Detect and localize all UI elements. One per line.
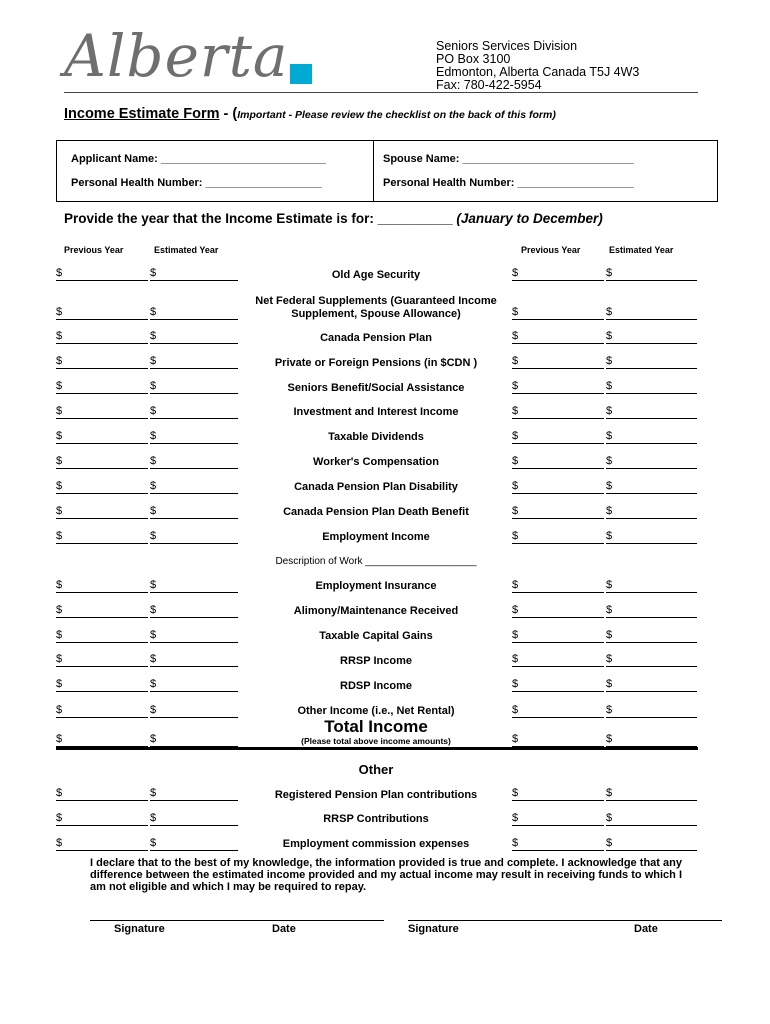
- spouse-phn-field[interactable]: Personal Health Number: ___________________: [383, 177, 634, 189]
- previous-year-right-amount-field[interactable]: [512, 652, 604, 667]
- income-row-label: Employment Income: [322, 531, 430, 543]
- estimated-year-right-amount-field[interactable]: [606, 329, 697, 344]
- currency-sign: $: [512, 579, 519, 591]
- applicant-phn-field[interactable]: Personal Health Number: ___________________: [71, 177, 322, 189]
- estimated-year-left-amount-field[interactable]: [150, 379, 238, 394]
- previous-year-right-amount-field[interactable]: [512, 628, 604, 643]
- currency-sign: $: [56, 733, 63, 745]
- estimated-year-right-amount-field[interactable]: [606, 504, 697, 519]
- income-row-label: Canada Pension Plan Death Benefit: [283, 506, 469, 518]
- currency-sign: $: [56, 306, 63, 318]
- estimated-year-left-amount-field[interactable]: [150, 479, 238, 494]
- previous-year-left-amount-field[interactable]: [56, 811, 148, 826]
- previous-year-left-amount-field[interactable]: [56, 379, 148, 394]
- income-row-label: Taxable Dividends: [328, 431, 424, 443]
- currency-sign: $: [606, 330, 613, 342]
- estimated-year-left-amount-field[interactable]: [150, 732, 238, 747]
- date-label-left: Date: [272, 923, 296, 935]
- estimated-year-left-amount-field[interactable]: [150, 652, 238, 667]
- currency-sign: $: [512, 604, 519, 616]
- currency-sign: $: [150, 604, 157, 616]
- income-row-label: Seniors Benefit/Social Assistance: [287, 382, 465, 394]
- estimated-year-left-amount-field[interactable]: [150, 529, 238, 544]
- currency-sign: $: [56, 530, 63, 542]
- previous-year-left-amount-field[interactable]: [56, 504, 148, 519]
- applicant-box: [56, 140, 718, 202]
- previous-year-right-amount-field[interactable]: [512, 404, 604, 419]
- address-line: Fax: 780-422-5954: [436, 78, 542, 92]
- currency-sign: $: [150, 704, 157, 716]
- currency-sign: $: [150, 629, 157, 641]
- currency-sign: $: [606, 787, 613, 799]
- currency-sign: $: [512, 678, 519, 690]
- estimated-year-left-amount-field[interactable]: [150, 266, 238, 281]
- col-header-estimated-right: Estimated Year: [609, 245, 674, 255]
- currency-sign: $: [56, 430, 63, 442]
- currency-sign: $: [150, 330, 157, 342]
- previous-year-left-amount-field[interactable]: [56, 404, 148, 419]
- previous-year-right-amount-field[interactable]: [512, 479, 604, 494]
- description-of-work[interactable]: Description of Work ____________________: [275, 556, 477, 567]
- estimated-year-right-amount-field[interactable]: [606, 379, 697, 394]
- form-title: [64, 106, 556, 122]
- currency-sign: $: [606, 455, 613, 467]
- currency-sign: $: [606, 733, 613, 745]
- income-row-label: Other Income (i.e., Net Rental): [297, 705, 455, 717]
- other-row-label: Registered Pension Plan contributions: [274, 789, 478, 801]
- currency-sign: $: [56, 480, 63, 492]
- address-line: PO Box 3100: [436, 52, 511, 66]
- currency-sign: $: [512, 355, 519, 367]
- currency-sign: $: [606, 505, 613, 517]
- currency-sign: $: [512, 505, 519, 517]
- income-row-label: Investment and Interest Income: [293, 406, 459, 418]
- currency-sign: $: [150, 267, 157, 279]
- currency-sign: $: [150, 653, 157, 665]
- currency-sign: $: [606, 380, 613, 392]
- income-row-label: Private or Foreign Pensions (in $CDN ): [274, 357, 478, 369]
- currency-sign: $: [56, 505, 63, 517]
- address-line: Edmonton, Alberta Canada T5J 4W3: [436, 65, 640, 79]
- year-line[interactable]: [64, 211, 603, 226]
- previous-year-right-amount-field[interactable]: [512, 677, 604, 692]
- previous-year-left-amount-field[interactable]: [56, 429, 148, 444]
- currency-sign: $: [512, 330, 519, 342]
- previous-year-right-amount-field[interactable]: [512, 504, 604, 519]
- previous-year-right-amount-field[interactable]: [512, 266, 604, 281]
- currency-sign: $: [606, 678, 613, 690]
- declaration-text: I declare that to the best of my knowledge, the information provided is true and complete. I acknowledge that any difference between the estimated income provided and my actual income may result in receiving funds to which I am not eligible and which I may be required to repay.: [90, 857, 682, 893]
- estimated-year-left-amount-field[interactable]: [150, 329, 238, 344]
- col-header-previous-right: Previous Year: [521, 245, 581, 255]
- previous-year-left-amount-field[interactable]: [56, 454, 148, 469]
- estimated-year-left-amount-field[interactable]: [150, 504, 238, 519]
- currency-sign: $: [512, 455, 519, 467]
- col-header-previous-left: Previous Year: [64, 245, 124, 255]
- currency-sign: $: [56, 704, 63, 716]
- currency-sign: $: [606, 430, 613, 442]
- year-line-range: (January to December): [456, 211, 603, 226]
- total-income-label: Total Income: [324, 717, 428, 736]
- alberta-logo: Alberta: [64, 22, 289, 90]
- previous-year-left-amount-field[interactable]: [56, 266, 148, 281]
- currency-sign: $: [606, 267, 613, 279]
- header-rule: [64, 92, 698, 93]
- address-block: [436, 40, 639, 92]
- previous-year-right-amount-field[interactable]: [512, 429, 604, 444]
- year-line-text: Provide the year that the Income Estimate is for: __________: [64, 211, 457, 226]
- previous-year-left-amount-field[interactable]: [56, 578, 148, 593]
- currency-sign: $: [150, 430, 157, 442]
- currency-sign: $: [150, 455, 157, 467]
- currency-sign: $: [606, 355, 613, 367]
- previous-year-left-amount-field[interactable]: [56, 305, 148, 320]
- applicant-name-field[interactable]: Applicant Name: ___________________________: [71, 153, 327, 165]
- estimated-year-right-amount-field[interactable]: [606, 836, 697, 851]
- currency-sign: $: [150, 355, 157, 367]
- currency-sign: $: [56, 787, 63, 799]
- estimated-year-right-amount-field[interactable]: [606, 786, 697, 801]
- currency-sign: $: [150, 530, 157, 542]
- currency-sign: $: [56, 405, 63, 417]
- previous-year-left-amount-field[interactable]: [56, 603, 148, 618]
- currency-sign: $: [56, 579, 63, 591]
- currency-sign: $: [512, 530, 519, 542]
- currency-sign: $: [56, 653, 63, 665]
- total-income-note: (Please total above income amounts): [301, 736, 451, 746]
- previous-year-left-amount-field[interactable]: [56, 786, 148, 801]
- currency-sign: $: [150, 380, 157, 392]
- currency-sign: $: [606, 530, 613, 542]
- income-row-label: Employment Insurance: [315, 580, 437, 592]
- currency-sign: $: [56, 267, 63, 279]
- estimated-year-right-amount-field[interactable]: [606, 732, 697, 747]
- currency-sign: $: [150, 787, 157, 799]
- previous-year-right-amount-field[interactable]: [512, 305, 604, 320]
- form-title-main: Income Estimate Form: [64, 106, 220, 122]
- previous-year-left-amount-field[interactable]: [56, 529, 148, 544]
- currency-sign: $: [150, 405, 157, 417]
- currency-sign: $: [56, 330, 63, 342]
- currency-sign: $: [512, 306, 519, 318]
- currency-sign: $: [512, 267, 519, 279]
- previous-year-right-amount-field[interactable]: [512, 379, 604, 394]
- currency-sign: $: [606, 405, 613, 417]
- income-row-label: RDSP Income: [340, 680, 412, 692]
- currency-sign: $: [512, 629, 519, 641]
- previous-year-right-amount-field[interactable]: [512, 329, 604, 344]
- currency-sign: $: [150, 678, 157, 690]
- previous-year-right-amount-field[interactable]: [512, 354, 604, 369]
- currency-sign: $: [56, 604, 63, 616]
- currency-sign: $: [150, 579, 157, 591]
- form-title-important: Important - Please review the checklist on the back of this form): [237, 109, 556, 121]
- currency-sign: $: [606, 812, 613, 824]
- currency-sign: $: [150, 480, 157, 492]
- previous-year-left-amount-field[interactable]: [56, 703, 148, 718]
- income-row-label: Old Age Security: [331, 269, 421, 281]
- income-row-label: Canada Pension Plan: [320, 332, 432, 344]
- estimated-year-left-amount-field[interactable]: [150, 578, 238, 593]
- previous-year-left-amount-field[interactable]: [56, 479, 148, 494]
- estimated-year-right-amount-field[interactable]: [606, 652, 697, 667]
- currency-sign: $: [150, 812, 157, 824]
- previous-year-right-amount-field[interactable]: [512, 454, 604, 469]
- currency-sign: $: [512, 430, 519, 442]
- estimated-year-left-amount-field[interactable]: [150, 677, 238, 692]
- previous-year-left-amount-field[interactable]: [56, 836, 148, 851]
- form-title-sep: - (: [219, 106, 238, 122]
- estimated-year-left-amount-field[interactable]: [150, 703, 238, 718]
- signature-label-right: Signature: [408, 923, 459, 935]
- previous-year-right-amount-field[interactable]: [512, 603, 604, 618]
- previous-year-left-amount-field[interactable]: [56, 354, 148, 369]
- currency-sign: $: [512, 405, 519, 417]
- other-row-label: RRSP Contributions: [323, 813, 429, 825]
- currency-sign: $: [606, 480, 613, 492]
- currency-sign: $: [512, 704, 519, 716]
- currency-sign: $: [56, 678, 63, 690]
- currency-sign: $: [56, 380, 63, 392]
- estimated-year-left-amount-field[interactable]: [150, 429, 238, 444]
- income-row-label: Canada Pension Plan Disability: [294, 481, 458, 493]
- currency-sign: $: [512, 480, 519, 492]
- currency-sign: $: [606, 704, 613, 716]
- estimated-year-left-amount-field[interactable]: [150, 836, 238, 851]
- previous-year-right-amount-field[interactable]: [512, 703, 604, 718]
- estimated-year-right-amount-field[interactable]: [606, 305, 697, 320]
- estimated-year-left-amount-field[interactable]: [150, 305, 238, 320]
- estimated-year-left-amount-field[interactable]: [150, 454, 238, 469]
- previous-year-left-amount-field[interactable]: [56, 732, 148, 747]
- previous-year-right-amount-field[interactable]: [512, 836, 604, 851]
- estimated-year-left-amount-field[interactable]: [150, 628, 238, 643]
- estimated-year-right-amount-field[interactable]: [606, 479, 697, 494]
- currency-sign: $: [512, 733, 519, 745]
- income-row-label: Net Federal Supplements (Guaranteed Income Supplement, Spouse Allowance): [255, 295, 497, 320]
- previous-year-left-amount-field[interactable]: [56, 628, 148, 643]
- estimated-year-right-amount-field[interactable]: [606, 354, 697, 369]
- income-row-label: RRSP Income: [340, 655, 412, 667]
- currency-sign: $: [150, 306, 157, 318]
- estimated-year-right-amount-field[interactable]: [606, 454, 697, 469]
- previous-year-left-amount-field[interactable]: [56, 677, 148, 692]
- previous-year-left-amount-field[interactable]: [56, 329, 148, 344]
- estimated-year-left-amount-field[interactable]: [150, 811, 238, 826]
- signature-label-left: Signature: [114, 923, 165, 935]
- currency-sign: $: [606, 837, 613, 849]
- logo-square-icon: [290, 64, 312, 84]
- currency-sign: $: [512, 653, 519, 665]
- signature-line-left[interactable]: [90, 920, 384, 921]
- currency-sign: $: [606, 306, 613, 318]
- estimated-year-right-amount-field[interactable]: [606, 404, 697, 419]
- date-label-right: Date: [634, 923, 658, 935]
- estimated-year-left-amount-field[interactable]: [150, 354, 238, 369]
- currency-sign: $: [512, 787, 519, 799]
- estimated-year-right-amount-field[interactable]: [606, 529, 697, 544]
- estimated-year-right-amount-field[interactable]: [606, 603, 697, 618]
- currency-sign: $: [512, 380, 519, 392]
- estimated-year-left-amount-field[interactable]: [150, 603, 238, 618]
- currency-sign: $: [150, 837, 157, 849]
- other-row-label: Employment commission expenses: [282, 838, 470, 850]
- currency-sign: $: [56, 455, 63, 467]
- previous-year-right-amount-field[interactable]: [512, 732, 604, 747]
- signature-line-right[interactable]: [408, 920, 722, 921]
- currency-sign: $: [512, 837, 519, 849]
- other-heading: Other: [358, 762, 394, 777]
- currency-sign: $: [512, 812, 519, 824]
- spouse-name-field[interactable]: Spouse Name: ____________________________: [383, 153, 634, 165]
- currency-sign: $: [56, 355, 63, 367]
- currency-sign: $: [606, 604, 613, 616]
- estimated-year-right-amount-field[interactable]: [606, 578, 697, 593]
- previous-year-right-amount-field[interactable]: [512, 811, 604, 826]
- currency-sign: $: [150, 505, 157, 517]
- income-row-label: Taxable Capital Gains: [319, 630, 433, 642]
- box-divider: [373, 141, 374, 201]
- currency-sign: $: [56, 629, 63, 641]
- income-row-label: Worker's Compensation: [313, 456, 439, 468]
- previous-year-left-amount-field[interactable]: [56, 652, 148, 667]
- estimated-year-left-amount-field[interactable]: [150, 404, 238, 419]
- estimated-year-right-amount-field[interactable]: [606, 266, 697, 281]
- previous-year-right-amount-field[interactable]: [512, 786, 604, 801]
- address-line: Seniors Services Division: [436, 39, 578, 53]
- estimated-year-right-amount-field[interactable]: [606, 677, 697, 692]
- previous-year-right-amount-field[interactable]: [512, 578, 604, 593]
- currency-sign: $: [56, 837, 63, 849]
- previous-year-right-amount-field[interactable]: [512, 529, 604, 544]
- currency-sign: $: [606, 579, 613, 591]
- col-header-estimated-left: Estimated Year: [154, 245, 219, 255]
- total-thick-rule: [56, 747, 698, 750]
- estimated-year-right-amount-field[interactable]: [606, 811, 697, 826]
- currency-sign: $: [150, 733, 157, 745]
- estimated-year-right-amount-field[interactable]: [606, 703, 697, 718]
- estimated-year-right-amount-field[interactable]: [606, 429, 697, 444]
- currency-sign: $: [56, 812, 63, 824]
- currency-sign: $: [606, 653, 613, 665]
- estimated-year-right-amount-field[interactable]: [606, 628, 697, 643]
- estimated-year-left-amount-field[interactable]: [150, 786, 238, 801]
- currency-sign: $: [606, 629, 613, 641]
- income-row-label: Alimony/Maintenance Received: [293, 605, 459, 617]
